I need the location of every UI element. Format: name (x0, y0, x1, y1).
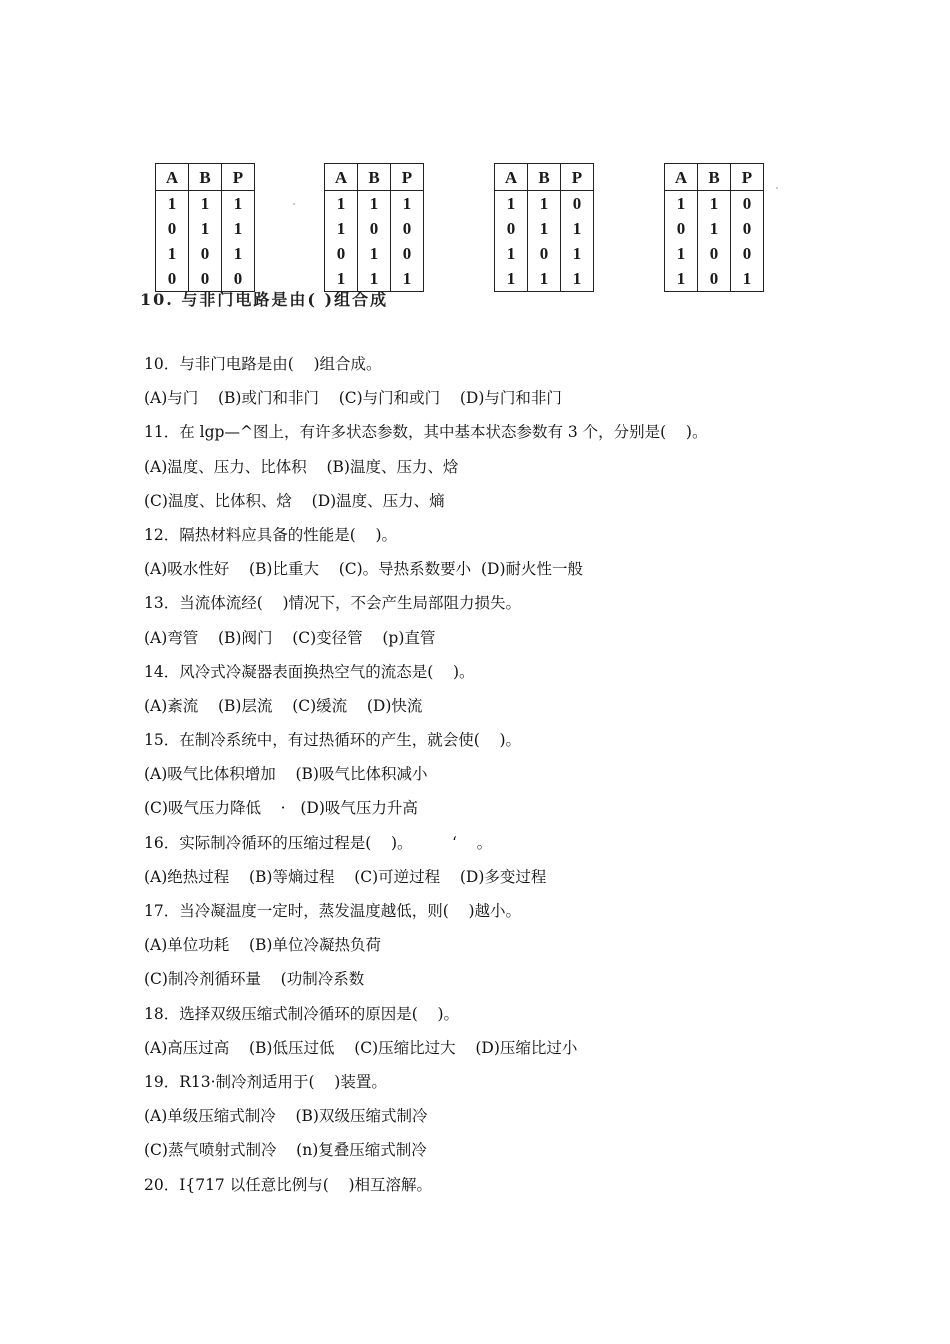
table-row (156, 216, 255, 241)
table-cell: 1 (358, 266, 391, 292)
table-cell: 1 (222, 191, 255, 217)
truth-table-3 (494, 163, 594, 292)
question-18-options: (A)高压过高 (B)低压过低 (C)压缩比过大 (D)压缩比过小 (144, 1038, 578, 1057)
truth-tables-figure (0, 163, 950, 293)
table-cell: 0 (222, 266, 255, 292)
header-cell: A (665, 164, 698, 191)
question-17-options-1: (A)单位功耗 (B)单位冷凝热负荷 (144, 936, 381, 955)
table-cell: 1 (731, 266, 764, 292)
table-cell: 0 (391, 241, 424, 266)
table-cell: 0 (358, 216, 391, 241)
table-cell: 1 (528, 191, 561, 217)
header-cell: A (495, 164, 528, 191)
table-row (325, 216, 424, 241)
header-cell: P (561, 164, 594, 191)
table-cell: 0 (665, 216, 698, 241)
table-cell: 0 (189, 241, 222, 266)
table-cell: 1 (391, 191, 424, 217)
table-cell: 1 (189, 191, 222, 217)
header-cell: B (698, 164, 731, 191)
question-15-options-2: (C)吸气压力降低 · (D)吸气压力升高 (144, 799, 418, 818)
table-cell: 0 (495, 216, 528, 241)
table-cell: 1 (561, 266, 594, 292)
table-cell: 0 (698, 241, 731, 266)
header-cell: A (325, 164, 358, 191)
table-cell: 0 (561, 191, 594, 217)
question-20: 20．I{717 以任意比例与( )相互溶解。 (144, 1175, 433, 1194)
table-cell: 1 (665, 241, 698, 266)
question-10: 10．与非门电路是由( )组合成。 (144, 355, 382, 373)
question-16: 16．实际制冷循环的压缩过程是( )。 ‘ 。 (144, 833, 493, 852)
question-19: 19．R13·制冷剂适用于( )装置。 (144, 1072, 387, 1091)
table-cell: 0 (731, 191, 764, 217)
table-cell: 1 (358, 241, 391, 266)
table-row (495, 266, 594, 292)
table-cell: 1 (156, 241, 189, 266)
table-cell: 1 (325, 266, 358, 292)
question-12: 12．隔热材料应具备的性能是( )。 (144, 525, 398, 544)
table-row (495, 191, 594, 217)
cropped-scan-text-content: 10. 与非门电路是由( )组合成 (140, 290, 389, 309)
table-header-row (325, 164, 424, 191)
question-19-options-1: (A)单级压缩式制冷 (B)双级压缩式制冷 (144, 1107, 428, 1126)
table-cell: 0 (731, 241, 764, 266)
table-cell: 1 (222, 241, 255, 266)
question-15-options-1: (A)吸气比体积增加 (B)吸气比体积减小 (144, 765, 428, 784)
question-17: 17．当冷凝温度一定时，蒸发温度越低，则( )越小。 (144, 902, 522, 920)
table-cell: 0 (156, 266, 189, 292)
table-header-row (156, 164, 255, 191)
scan-speck (293, 203, 295, 205)
table-cell: 1 (189, 216, 222, 241)
table-row (156, 241, 255, 266)
table-cell: 0 (731, 216, 764, 241)
table-cell: 1 (698, 191, 731, 217)
table-cell: 1 (325, 216, 358, 241)
question-14-options: (A)紊流 (B)层流 (C)缓流 (D)快流 (144, 696, 423, 715)
question-17-options-2: (C)制冷剂循环量 (功制冷系数 (144, 970, 365, 989)
truth-table-4 (664, 163, 764, 292)
header-cell: B (189, 164, 222, 191)
table-row (665, 216, 764, 241)
question-11-options-2: (C)温度、比体积、焓 (D)温度、压力、熵 (144, 491, 445, 510)
table-cell: 1 (561, 241, 594, 266)
header-cell: P (222, 164, 255, 191)
question-10-options: (A)与门 (B)或门和非门 (C)与门和或门 (D)与门和非门 (144, 389, 562, 408)
table-cell: 0 (528, 241, 561, 266)
table-cell: 1 (325, 191, 358, 217)
table-cell: 1 (391, 266, 424, 292)
table-row (495, 216, 594, 241)
table-row (665, 266, 764, 292)
table-cell: 1 (698, 216, 731, 241)
header-cell: P (731, 164, 764, 191)
question-list (144, 350, 844, 1205)
question-11-options-1: (A)温度、压力、比体积 (B)温度、压力、焓 (144, 457, 459, 476)
table-cell: 1 (528, 216, 561, 241)
truth-table-2 (324, 163, 424, 292)
table-cell: 0 (698, 266, 731, 292)
question-16-options: (A)绝热过程 (B)等熵过程 (C)可逆过程 (D)多变过程 (144, 867, 547, 886)
table-cell: 1 (665, 191, 698, 217)
question-12-options: (A)吸水性好 (B)比重大 (C)。导热系数要小 (D)耐火性一般 (144, 560, 584, 579)
header-cell: B (528, 164, 561, 191)
table-cell: 1 (358, 191, 391, 217)
question-13: 13．当流体流经( )情况下，不会产生局部阻力损失。 (144, 594, 522, 613)
table-cell: 0 (325, 241, 358, 266)
table-cell: 0 (391, 216, 424, 241)
header-cell: A (156, 164, 189, 191)
table-row (325, 241, 424, 266)
table-row (665, 241, 764, 266)
table-cell: 1 (561, 216, 594, 241)
table-cell: 1 (222, 216, 255, 241)
cropped-scan-text (140, 290, 400, 309)
header-cell: P (391, 164, 424, 191)
table-cell: 1 (495, 191, 528, 217)
scan-speck (776, 187, 778, 189)
table-row (495, 241, 594, 266)
table-cell: 1 (528, 266, 561, 292)
table-header-row (495, 164, 594, 191)
table-cell: 1 (495, 266, 528, 292)
question-18: 18．选择双级压缩式制冷循环的原因是( )。 (144, 1004, 460, 1023)
table-cell: 1 (665, 266, 698, 292)
table-cell: 0 (189, 266, 222, 292)
table-row (156, 191, 255, 217)
header-cell: B (358, 164, 391, 191)
question-13-options: (A)弯管 (B)阀门 (C)变径管 (p)直管 (144, 628, 436, 647)
truth-table-1 (155, 163, 255, 292)
table-cell: 1 (156, 191, 189, 217)
table-cell: 0 (156, 216, 189, 241)
question-14: 14．风冷式冷凝器表面换热空气的流态是( )。 (144, 662, 475, 681)
table-header-row (665, 164, 764, 191)
table-cell: 1 (495, 241, 528, 266)
table-row (665, 191, 764, 217)
table-row (325, 191, 424, 217)
question-19-options-2: (C)蒸气喷射式制冷 (n)复叠压缩式制冷 (144, 1141, 427, 1160)
question-15: 15．在制冷系统中，有过热循环的产生，就会使( )。 (144, 731, 522, 750)
question-11: 11．在 lgp—^图上，有许多状态参数，其中基本状态参数有 3 个，分别是( )。 (144, 423, 708, 442)
